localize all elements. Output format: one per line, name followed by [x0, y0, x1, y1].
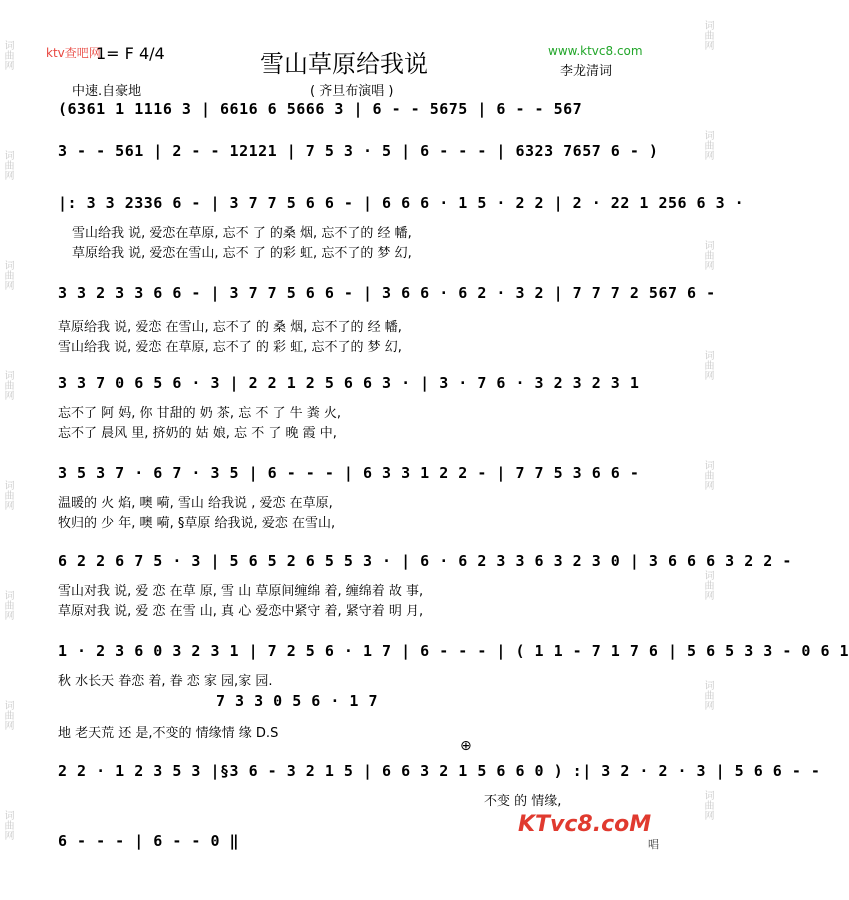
lyric-line-4a: 草原给我 说, 爱恋 在雪山, 忘不了 的 桑 烟, 忘不了的 经 幡, — [58, 320, 402, 335]
ktvc8-logo: KTvc8.coM — [518, 812, 652, 837]
lyricist: 李龙清词 — [560, 64, 613, 79]
coda-sign-icon: ⊕ — [460, 738, 472, 754]
song-title: 雪山草原给我说 — [260, 50, 428, 78]
lyric-line-5b: 忘不了 晨风 里, 挤奶的 姑 娘, 忘 不 了 晚 霞 中, — [58, 426, 337, 441]
key-signature: 1= F 4/4 — [96, 44, 165, 63]
lyric-line-3b: 草原给我 说, 爱恋在雪山, 忘不 了 的彩 虹, 忘不了的 梦 幻, — [72, 246, 412, 261]
side-watermark-left: 词曲网 词曲网 词曲网 词曲网 词曲网 词曲网 词曲网 词曲网 — [2, 40, 13, 840]
lyric-line-7a: 雪山对我 说, 爱 恋 在草 原, 雪 山 草原间缠绵 着, 缠绵着 故 事, — [58, 584, 424, 599]
score-line-5: 3 3 7 0 6 5 6 · 3 | 2 2 1 2 5 6 6 3 · | 3 · 7 6 · 3 2 3 2 3 1 — [58, 374, 640, 392]
tempo-marking: 中速.自豪地 — [72, 84, 142, 99]
watermark-top-left: ktv查吧网 — [46, 46, 101, 60]
score-line-9: 2 2 · 1 2 3 5 3 |§3 6 - 3 2 1 5 | 6 6 3 2 1 5 6 6 0 ) :| 3 2 · 2 · 3 | 5 6 6 - - — [58, 762, 821, 780]
score-line-6: 3 5 3 7 · 6 7 · 3 5 | 6 - - - | 6 3 3 1 2 2 - | 7 7 5 3 6 6 - — [58, 464, 640, 482]
score-line-1: (6361 1 1116 3 | 6616 6 5666 3 | 6 - - 5675 | 6 - - 567 — [58, 100, 583, 118]
score-line-8: 1 · 2 3 6 0 3 2 3 1 | 7 2 5 6 · 1 7 | 6 - - - | ( 1 1 - 7 1 7 6 | 5 6 5 3 3 - 0 6 1 — [58, 642, 849, 660]
side-watermark-right: 词曲网 词曲网 词曲网 词曲网 词曲网 词曲网 词曲网 词曲网 — [702, 20, 713, 820]
watermark-url: www.ktvc8.com — [548, 44, 643, 58]
logo-subtext: 唱 — [648, 838, 659, 851]
score-line-7: 6 2 2 6 7 5 · 3 | 5 6 5 2 6 5 5 3 · | 6 · 6 2 3 3 6 3 2 3 0 | 3 6 6 6 3 2 2 - — [58, 552, 792, 570]
score-line-3: |: 3 3 2336 6 - | 3 7 7 5 6 6 - | 6 6 6 · 1 5 · 2 2 | 2 · 22 1 256 6 3 · — [58, 194, 745, 212]
lyric-line-8a: 秋 水长天 眷恋 着, 眷 恋 家 园,家 园. — [58, 674, 273, 689]
score-line-4: 3 3 2 3 3 6 6 - | 3 7 7 5 6 6 - | 3 6 6 · 6 2 · 3 2 | 7 7 7 2 567 6 - — [58, 284, 716, 302]
lyric-line-6b: 牧归的 少 年, 噢 嗬, §草原 给我说, 爱恋 在雪山, — [58, 516, 336, 531]
score-line-2: 3 - - 561 | 2 - - 12121 | 7 5 3 · 5 | 6 - - - | 6323 7657 6 - ) — [58, 142, 659, 160]
lyric-line-5a: 忘不了 阿 妈, 你 甘甜的 奶 茶, 忘 不 了 牛 粪 火, — [58, 406, 341, 421]
lyric-line-9: 不变 的 情缘, — [484, 794, 562, 809]
score-line-10: 6 - - - | 6 - - 0 ‖ — [58, 832, 240, 850]
coda-notes: 7 3 3 0 5 6 · 1 7 — [216, 692, 379, 710]
lyric-line-8b: 地 老天荒 还 是,不变的 情缘情 缘 D.S — [58, 726, 279, 741]
lyric-line-7b: 草原对我 说, 爱 恋 在雪 山, 真 心 爱恋中紧守 着, 紧守着 明 月, — [58, 604, 424, 619]
lyric-line-6a: 温暖的 火 焰, 噢 嗬, 雪山 给我说 , 爱恋 在草原, — [58, 496, 333, 511]
lyric-line-4b: 雪山给我 说, 爱恋 在草原, 忘不了 的 彩 虹, 忘不了的 梦 幻, — [58, 340, 402, 355]
lyric-line-3a: 雪山给我 说, 爱恋在草原, 忘不 了 的桑 烟, 忘不了的 经 幡, — [72, 226, 412, 241]
performer: ( 齐旦布演唱 ) — [310, 84, 394, 99]
